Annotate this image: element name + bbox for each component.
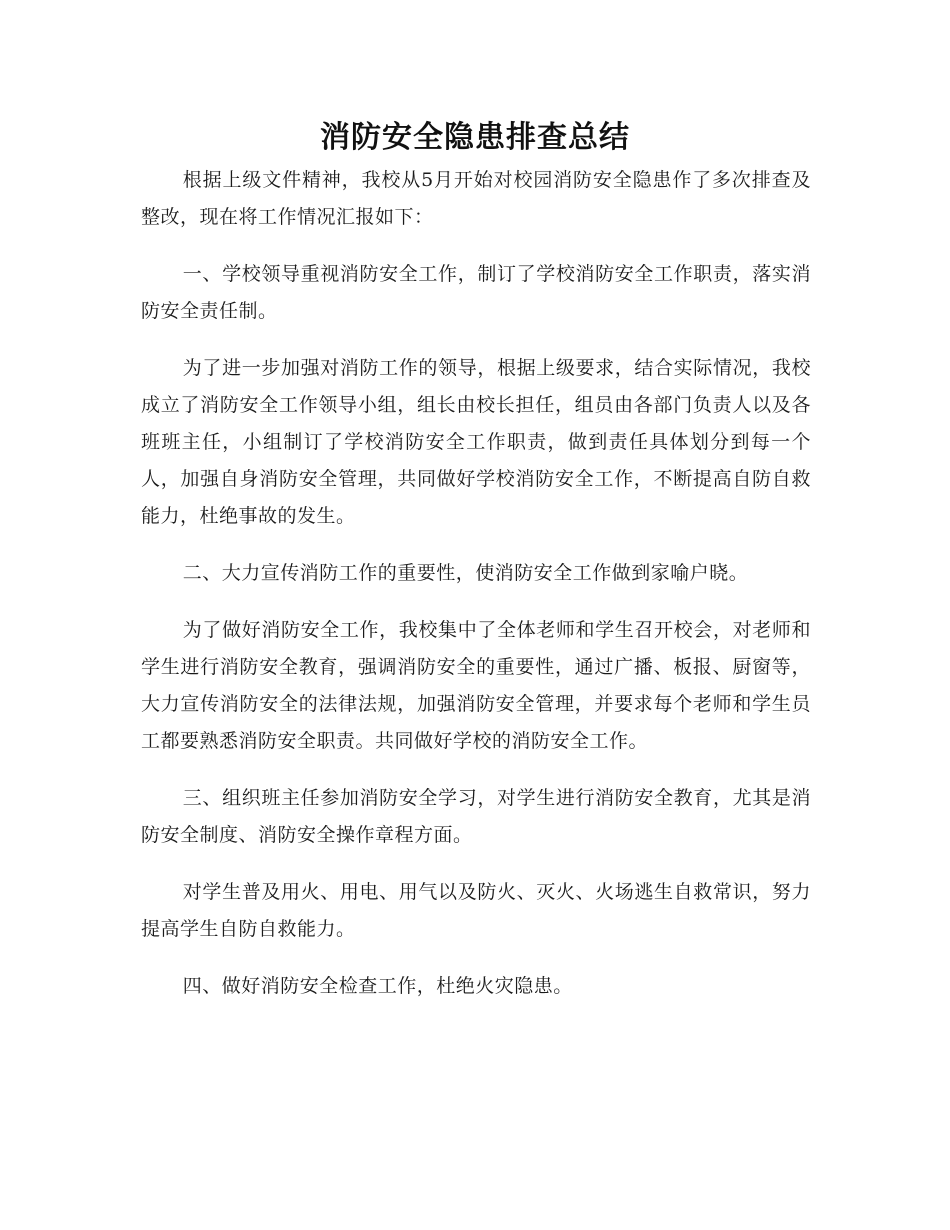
document-body <box>141 162 811 1025</box>
paragraph-intro: 根据上级文件精神，我校从5月开始对校园消防安全隐患作了多次排查及整改，现在将工作情况汇报如下： <box>141 169 811 228</box>
paragraph-section-2-body: 为了做好消防安全工作，我校集中了全体老师和学生召开校会，对老师和学生进行消防安全教育，强调消防安全的重要性，通过广播、板报、厨窗等，大力宣传消防安全的法律法规，加强消防安全管理，并要求每个老师和学生员工都要熟悉消防安全职责。共同做好学校的消防安全工作。 <box>141 619 811 752</box>
paragraph-section-4-heading: 四、做好消防安全检查工作，杜绝火灾隐患。 <box>182 975 573 997</box>
document-title: 消防安全隐患排查总结 <box>320 120 630 155</box>
paragraph-section-1-heading: 一、学校领导重视消防安全工作，制订了学校消防安全工作职责，落实消防安全责任制。 <box>141 263 811 322</box>
paragraph-section-2-heading: 二、大力宣传消防工作的重要性，使消防安全工作做到家喻户晓。 <box>182 562 749 584</box>
paragraph-section-3-heading: 三、组织班主任参加消防安全学习，对学生进行消防安全教育，尤其是消防安全制度、消防安全操作章程方面。 <box>141 787 811 846</box>
paragraph-section-3-body: 对学生普及用火、用电、用气以及防火、灭火、火场逃生自救常识，努力提高学生自防自救能力。 <box>141 881 811 940</box>
paragraph-section-1-body: 为了进一步加强对消防工作的领导，根据上级要求，结合实际情况，我校成立了消防安全工作领导小组，组长由校长担任，组员由各部门负责人以及各班班主任，小组制订了学校消防安全工作职责，做到责任具体划分到每一个人，加强自身消防安全管理，共同做好学校消防安全工作，不断提高自防自救能力，杜绝事故的发生。 <box>141 357 811 527</box>
